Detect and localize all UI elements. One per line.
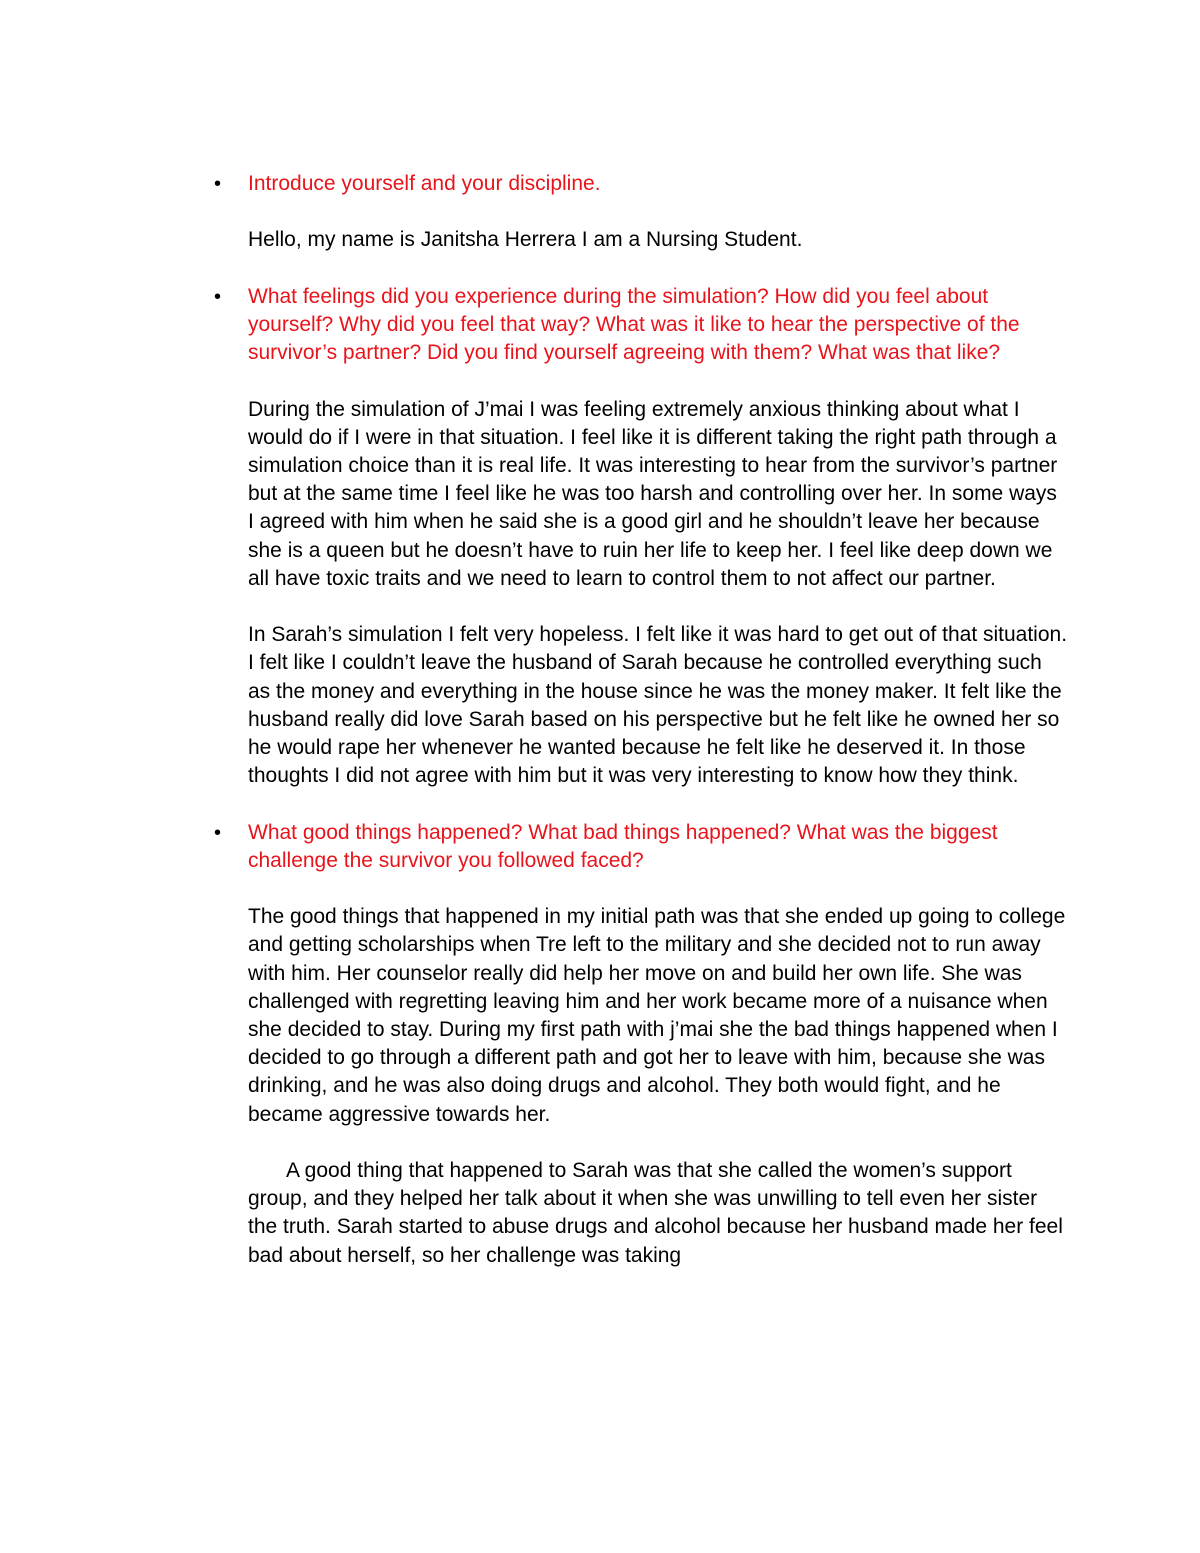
section-introduction (214, 170, 1068, 255)
section-feelings (214, 283, 1068, 791)
document-body (214, 170, 1068, 1270)
question-text: What good things happened? What bad things happened? What was the biggest challenge the survivor you followed faced? (248, 820, 998, 872)
bullet-icon: • (214, 173, 222, 195)
answer-paragraph: During the simulation of J’mai I was feeling extremely anxious thinking about what I would do if I were in that situation. I feel like it is different taking the right path through a simulation choice than it is real life. It was interesting to hear from the survivor’s partner but at the same time I feel like he was too harsh and controlling over her. In some ways I agreed with him when he said she is a good girl and he shouldn’t leave her because she is a queen but he doesn’t have to ruin her life to keep her. I feel like deep down we all have toxic traits and we need to learn to control them to not affect our partner. (248, 397, 1058, 590)
answer-paragraph: Hello, my name is Janitsha Herrera I am a Nursing Student. (248, 228, 803, 252)
answer-paragraph: In Sarah’s simulation I felt very hopeless. I felt like it was hard to get out of that situation. I felt like I couldn’t leave the husband of Sarah because he controlled everything such as the money and everything in the house since he was the money maker. It felt like the husband really did love Sarah based on his perspective but he felt like he owned her so he would rape her whenever he wanted because he felt like he deserved it. In those thoughts I did not agree with him but it was very interesting to know how they think. (248, 623, 1068, 788)
bullet-icon: • (214, 285, 222, 308)
question-text: What feelings did you experience during the simulation? How did you feel about yourself? Why did you feel that way? What was it like to hear the perspective of the survivor’s partner? Did you find yourself agreeing with them? What was that like? (248, 284, 1020, 365)
question-text: Introduce yourself and your discipline. (248, 172, 601, 195)
answer-paragraph: The good things that happened in my initial path was that she ended up going to college and getting scholarships when Tre left to the military and she decided not to run away with him. Her counselor really did help her move on and build her own life. She was challenged with regretting leaving him and her work became more of a nuisance when she decided to stay. During my first path with j’mai she the bad things happened when I decided to go through a different path and got her to leave with him, because she was drinking, and he was also doing drugs and alcohol. They both would fight, and he became aggressive towards her. (248, 905, 1066, 1126)
section-good-bad-things (214, 819, 1068, 1270)
bullet-icon: • (214, 821, 222, 844)
answer-paragraph: A good thing that happened to Sarah was that she called the women’s support group, and they helped her talk about it when she was unwilling to tell even her sister the truth. Sarah started to abuse drugs and alcohol because her husband made her feel bad about herself, so her challenge was taking (248, 1159, 1063, 1267)
